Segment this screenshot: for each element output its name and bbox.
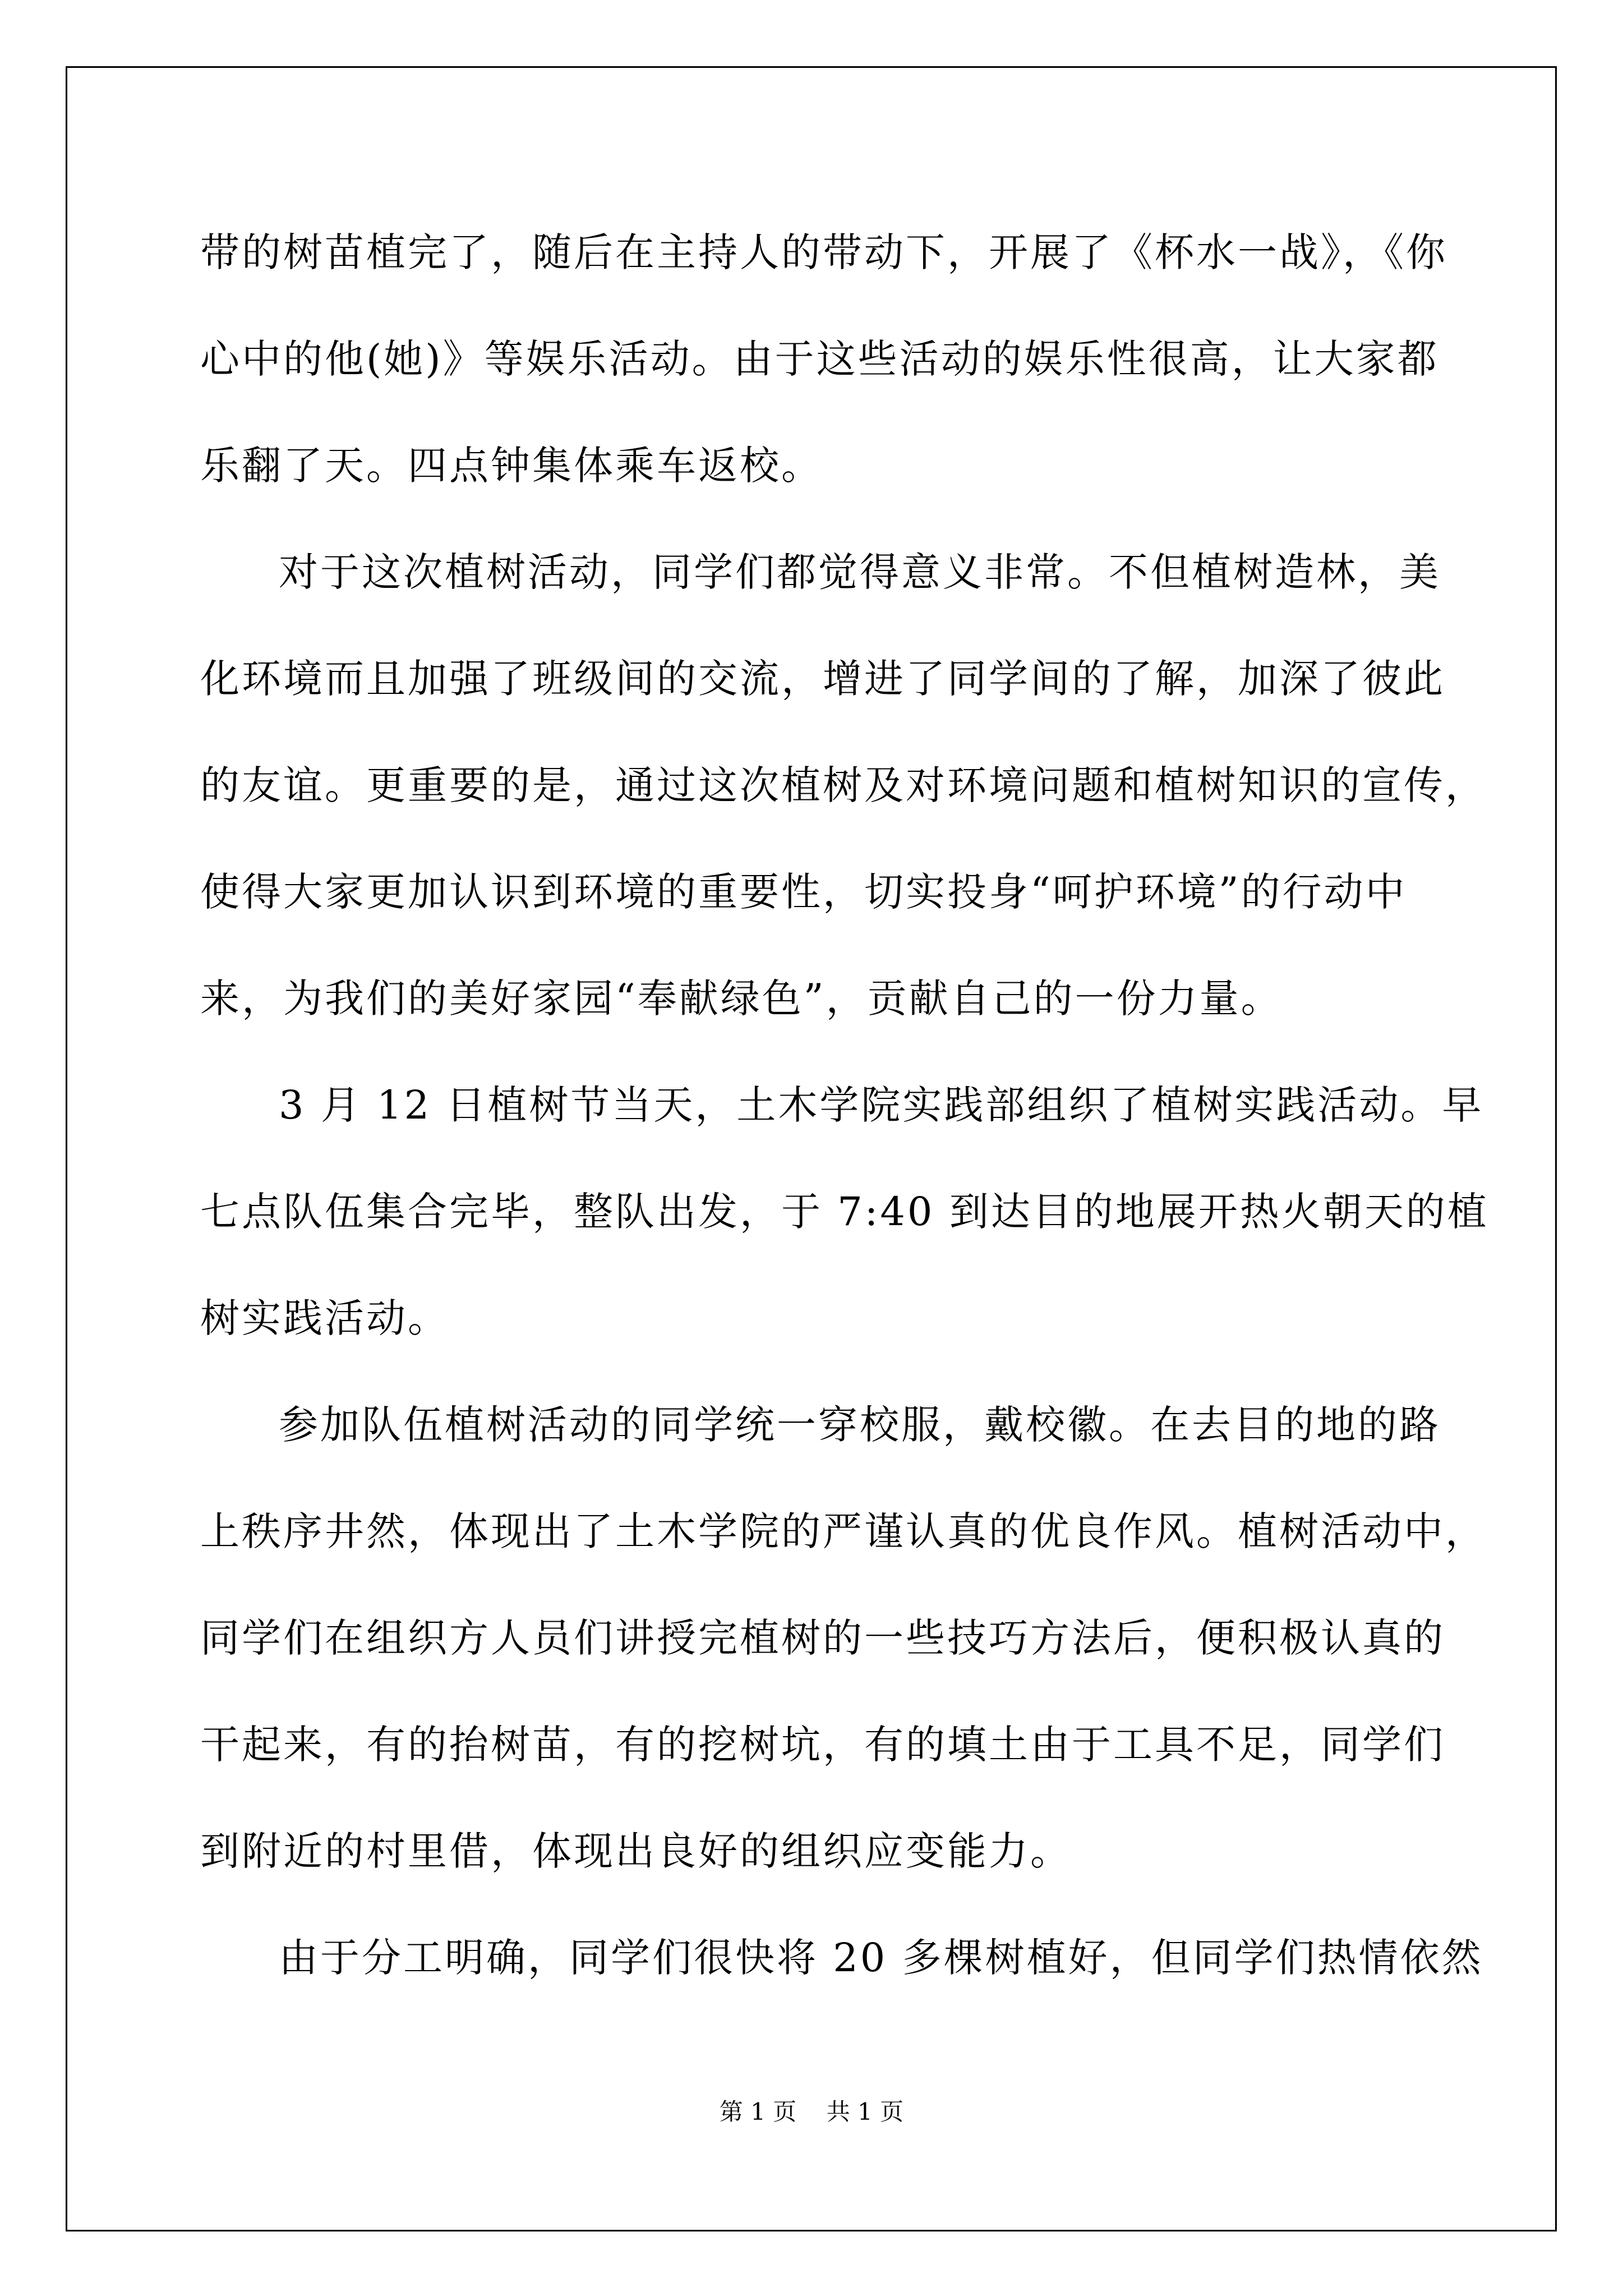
paragraph-first-line: 参加队伍植树活动的同学统一穿校服，戴校徽。在去目的地的路 xyxy=(279,1402,1441,1448)
text-line: 化环境而且加强了班级间的交流，增进了同学间的了解，加深了彼此 xyxy=(200,656,1445,702)
text-line: 上秩序井然，体现出了土木学院的严谨认真的优良作风。植树活动中， xyxy=(200,1508,1487,1554)
text-line: 干起来，有的抬树苗，有的挖树坑，有的填土由于工具不足，同学们 xyxy=(200,1722,1445,1768)
paragraph-first-line: 由于分工明确，同学们很快将 20 多棵树植好，但同学们热情依然 xyxy=(279,1935,1483,1981)
paragraph-first-line: 3 月 12 日植树节当天，土木学院实践部组织了植树实践活动。早 xyxy=(279,1082,1484,1128)
text-line: 来，为我们的美好家园“奉献绿色”，贡献自己的一份力量。 xyxy=(200,976,1283,1022)
text-line: 到附近的村里借，体现出良好的组织应变能力。 xyxy=(200,1828,1072,1874)
text-line: 带的树苗植完了，随后在主持人的带动下，开展了《杯水一战》，《你 xyxy=(200,229,1447,275)
text-line: 的友谊。更重要的是，通过这次植树及对环境问题和植树知识的宣传， xyxy=(200,762,1487,808)
text-line: 使得大家更加认识到环境的重要性，切实投身“呵护环境”的行动中 xyxy=(200,869,1407,915)
text-line: 心中的他(她)》等娱乐活动。由于这些活动的娱乐性很高，让大家都 xyxy=(200,336,1439,382)
text-line: 乐翻了天。四点钟集体乘车返校。 xyxy=(200,443,823,489)
text-line: 七点队伍集合完毕，整队出发，于 7:40 到达目的地展开热火朝天的植 xyxy=(200,1189,1489,1235)
paragraph-first-line: 对于这次植树活动，同学们都觉得意义非常。不但植树造林，美 xyxy=(279,549,1441,595)
page-number-footer: 第 1 页 共 1 页 xyxy=(719,2098,904,2125)
text-line: 树实践活动。 xyxy=(200,1295,449,1341)
text-line: 同学们在组织方人员们讲授完植树的一些技巧方法后，便积极认真的 xyxy=(200,1615,1445,1661)
